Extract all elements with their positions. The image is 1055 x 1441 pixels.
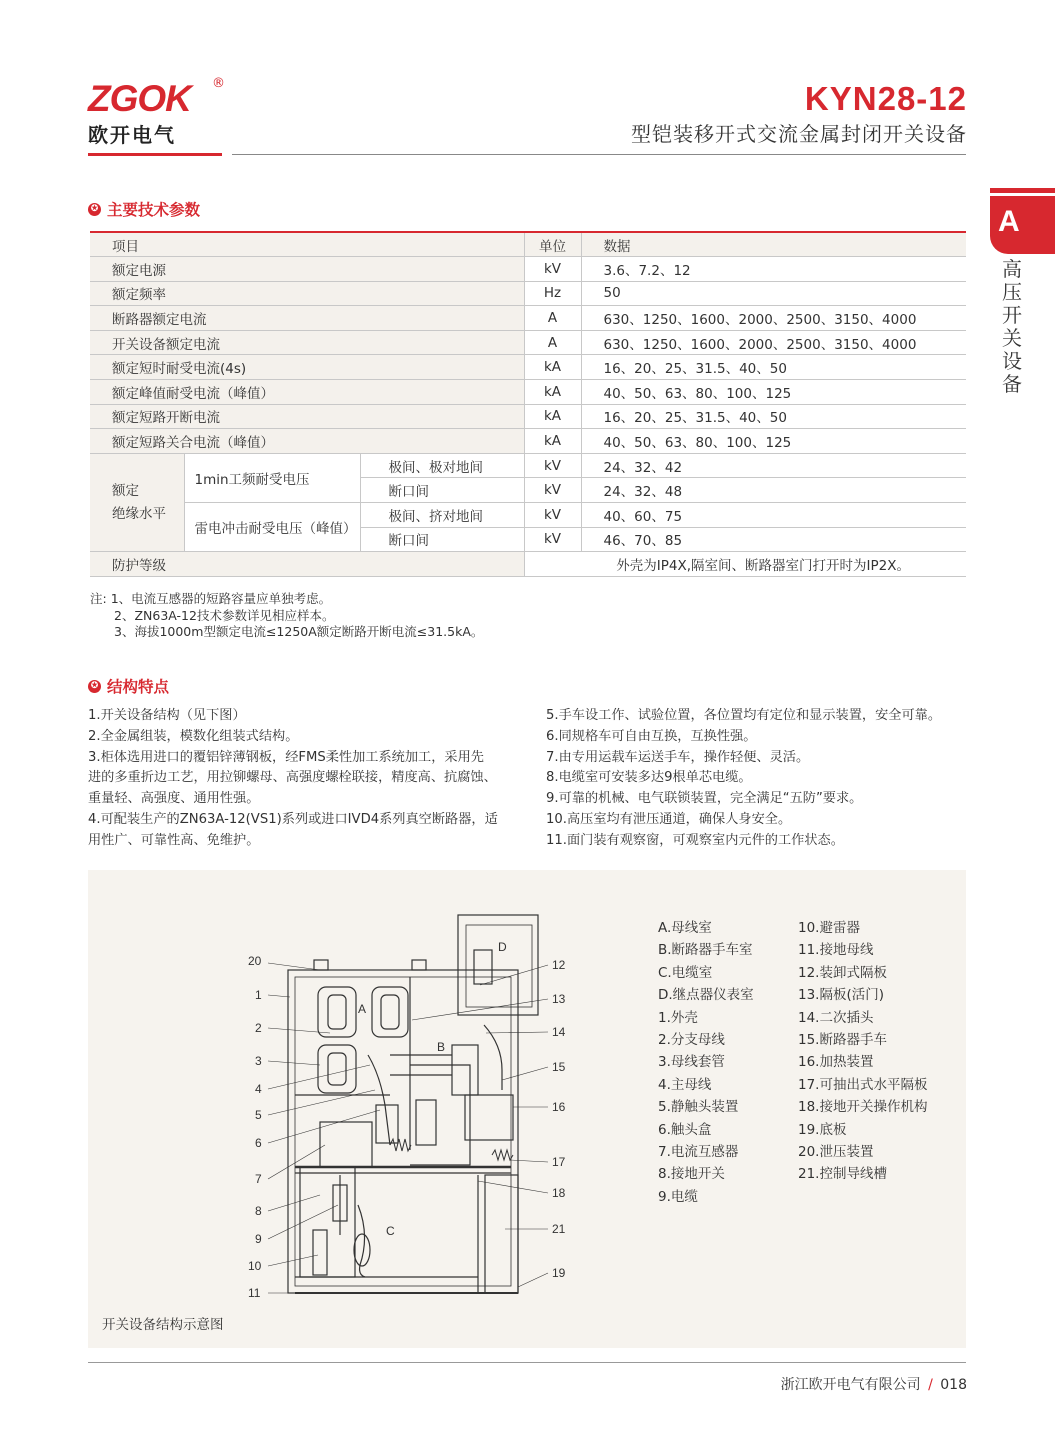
callout-14: 14 bbox=[552, 1025, 566, 1039]
legend-item: 1.外壳 bbox=[658, 1009, 698, 1026]
compartment-label-d: D bbox=[498, 940, 507, 954]
callout-15: 15 bbox=[552, 1060, 566, 1074]
callout-3: 3 bbox=[255, 1054, 262, 1068]
table-row: 断路器额定电流 A 630、1250、1600、2000、2500、3150、4000 bbox=[90, 306, 966, 331]
legend-item: 17.可抽出式水平隔板 bbox=[798, 1076, 928, 1093]
legend-item: 5.静触头装置 bbox=[658, 1099, 739, 1116]
table-row: 额定短路开断电流 kA 16、20、25、31.5、40、50 bbox=[90, 404, 966, 429]
callout-19: 19 bbox=[552, 1266, 566, 1280]
legend-item: B.断路器手车室 bbox=[658, 942, 753, 959]
feature-item: 7.由专用运载车运送手车，操作轻便、灵活。 bbox=[546, 749, 810, 765]
legend-item: 7.电流互感器 bbox=[658, 1144, 739, 1161]
features-section-title: ✪ 结构特点 bbox=[88, 675, 169, 697]
footer-company: 浙江欧开电气有限公司 bbox=[780, 1377, 921, 1393]
logo bbox=[88, 76, 228, 148]
legend-item: 14.二次插头 bbox=[798, 1009, 874, 1026]
table-row: 额定短路关合电流（峰值） kA 40、50、63、80、100、125 bbox=[90, 429, 966, 454]
insulation-label: 额定 绝缘水平 bbox=[90, 453, 184, 551]
legend-item: D.继点器仪表室 bbox=[658, 987, 754, 1004]
switchgear-structure-diagram bbox=[240, 905, 580, 1305]
legend-item: 16.加热装置 bbox=[798, 1054, 874, 1071]
callout-18: 18 bbox=[552, 1186, 566, 1200]
table-row: 额定短时耐受电流(4s) kA 16、20、25、31.5、40、50 bbox=[90, 355, 966, 380]
callout-6: 6 bbox=[255, 1136, 262, 1150]
compartment-label-a: A bbox=[358, 1002, 367, 1016]
callout-5: 5 bbox=[255, 1108, 262, 1122]
callout-20: 20 bbox=[248, 954, 262, 968]
star-bullet-icon: ✪ bbox=[88, 203, 101, 216]
legend-item: 8.接地开关 bbox=[658, 1166, 725, 1183]
params-section-title: ✪ 主要技术参数 bbox=[88, 198, 200, 220]
table-row: 雷电冲击耐受电压（峰值） 极间、挤对地间 kV 40、60、75 bbox=[90, 503, 966, 528]
insulation-group-name: 雷电冲击耐受电压（峰值） bbox=[184, 503, 360, 552]
diagram-caption: 开关设备结构示意图 bbox=[102, 1317, 224, 1333]
callout-16: 16 bbox=[552, 1100, 566, 1114]
feature-item: 进的多重折边工艺，用拉铆螺母、高强度螺栓联接，精度高、抗腐蚀、 bbox=[88, 770, 497, 786]
callout-9: 9 bbox=[255, 1232, 262, 1246]
logo-subtitle: 欧开电气 bbox=[88, 123, 176, 147]
table-row: 额定 绝缘水平 1min工频耐受电压 极间、极对地间 kV 24、32、42 bbox=[90, 453, 966, 478]
insulation-group-name: 1min工频耐受电压 bbox=[184, 453, 360, 502]
table-row: 额定电源 kV 3.6、7.2、12 bbox=[90, 257, 966, 282]
callout-11: 11 bbox=[248, 1286, 261, 1300]
feature-item: 10.高压室均有泄压通道，确保人身安全。 bbox=[546, 811, 792, 827]
header-item: 项目 bbox=[90, 232, 524, 257]
product-subtitle: 型铠装移开式交流金属封闭开关设备 bbox=[631, 122, 967, 146]
legend-item: 6.触头盒 bbox=[658, 1121, 712, 1138]
params-table bbox=[90, 231, 966, 577]
feature-item: 9.可靠的机械、电气联锁装置，完全满足“五防”要求。 bbox=[546, 791, 863, 807]
legend-item: A.母线室 bbox=[658, 920, 712, 936]
feature-item: 11.面门装有观察窗，可观察室内元件的工作状态。 bbox=[546, 832, 844, 848]
feature-item: 6.同规格车可自由互换，互换性强。 bbox=[546, 728, 757, 744]
callout-10: 10 bbox=[248, 1259, 262, 1273]
table-row: 断口间 kV 24、32、48 bbox=[90, 478, 966, 503]
header-divider bbox=[232, 154, 966, 155]
feature-item: 5.手车设工作、试验位置，各位置均有定位和显示装置，安全可靠。 bbox=[546, 708, 942, 723]
legend-item: 15.断路器手车 bbox=[798, 1032, 887, 1049]
compartment-label-b: B bbox=[437, 1040, 446, 1054]
legend-item: 21.控制导线槽 bbox=[798, 1166, 887, 1183]
legend-item: 10.避雷器 bbox=[798, 920, 860, 936]
header-unit: 单位 bbox=[524, 232, 581, 257]
features-left-column bbox=[88, 706, 528, 852]
callout-17: 17 bbox=[552, 1155, 566, 1169]
feature-item: 重量轻、高强度、通用性强。 bbox=[88, 791, 260, 807]
product-model: KYN28-12 bbox=[804, 80, 967, 117]
registered-mark: ® bbox=[212, 76, 225, 91]
table-row: 额定峰值耐受电流（峰值） kA 40、50、63、80、100、125 bbox=[90, 380, 966, 405]
page-number: 018 bbox=[940, 1377, 967, 1393]
callout-8: 8 bbox=[255, 1204, 262, 1218]
logo-text: ZGOK bbox=[88, 78, 191, 119]
legend-item: 20.泄压装置 bbox=[798, 1144, 874, 1161]
callout-1: 1 bbox=[255, 988, 262, 1002]
callout-13: 13 bbox=[552, 992, 566, 1006]
callout-7: 7 bbox=[255, 1172, 262, 1186]
legend-item: 9.电缆 bbox=[658, 1188, 698, 1205]
callout-12: 12 bbox=[552, 958, 566, 972]
callout-4: 4 bbox=[255, 1082, 262, 1096]
table-row: 开关设备额定电流 A 630、1250、1600、2000、2500、3150、4000 bbox=[90, 330, 966, 355]
header-data: 数据 bbox=[581, 232, 966, 257]
feature-item: 4.可配装生产的ZN63A-12(VS1)系列或进口IVD4系列真空断路器，适 bbox=[88, 811, 498, 827]
star-bullet-icon: ✪ bbox=[88, 680, 101, 693]
footer-separator: / bbox=[928, 1377, 933, 1393]
feature-item: 3.柜体选用进口的覆铝锌薄钢板，经FMS柔性加工系统加工，采用先 bbox=[88, 749, 484, 765]
table-row: 断口间 kV 46、70、85 bbox=[90, 527, 966, 552]
compartment-label-c: C bbox=[386, 1224, 395, 1238]
legend-item: 2.分支母线 bbox=[658, 1032, 725, 1049]
features-right-column bbox=[546, 706, 966, 852]
footer-divider bbox=[88, 1362, 966, 1363]
callout-2: 2 bbox=[255, 1021, 262, 1035]
legend-item: 18.接地开关操作机构 bbox=[798, 1099, 928, 1116]
legend-left bbox=[658, 917, 754, 1208]
feature-item: 2.全金属组装，模数化组装式结构。 bbox=[88, 728, 299, 744]
section-tab-letter: A bbox=[990, 196, 1055, 254]
table-notes: 注: 1、电流互感器的短路容量应单独考虑。 2、ZN63A-12技术参数详见相应样本。 3、海拔1000m型额定电流≤1250A额定断路开断电流≤31.5kA。 bbox=[90, 591, 484, 639]
legend-right bbox=[798, 917, 927, 1186]
legend-item: C.电缆室 bbox=[658, 964, 713, 981]
section-tab bbox=[990, 188, 1055, 254]
feature-item: 1.开关设备结构（见下图） bbox=[88, 708, 246, 723]
table-row: 防护等级 外壳为IP4X,隔室间、断路器室门打开时为IP2X。 bbox=[90, 552, 966, 577]
legend-item: 11.接地母线 bbox=[798, 942, 874, 959]
callout-21: 21 bbox=[552, 1222, 566, 1236]
legend-item: 13.隔板(活门) bbox=[798, 987, 885, 1004]
header-accent-line bbox=[88, 153, 222, 156]
feature-item: 8.电缆室可安装多达9根单芯电缆。 bbox=[546, 770, 752, 786]
legend-item: 3.母线套管 bbox=[658, 1054, 725, 1071]
feature-item: 用性广、可靠性高、免维护。 bbox=[88, 832, 260, 848]
footer bbox=[781, 1374, 967, 1394]
table-row: 额定频率 Hz 50 bbox=[90, 281, 966, 306]
table-header-row bbox=[90, 232, 966, 257]
legend-item: 19.底板 bbox=[798, 1121, 847, 1138]
legend-item: 12.装卸式隔板 bbox=[798, 964, 887, 981]
section-tab-label: 高 压 开 关 设 备 bbox=[1002, 257, 1022, 396]
legend-item: 4.主母线 bbox=[658, 1076, 712, 1093]
